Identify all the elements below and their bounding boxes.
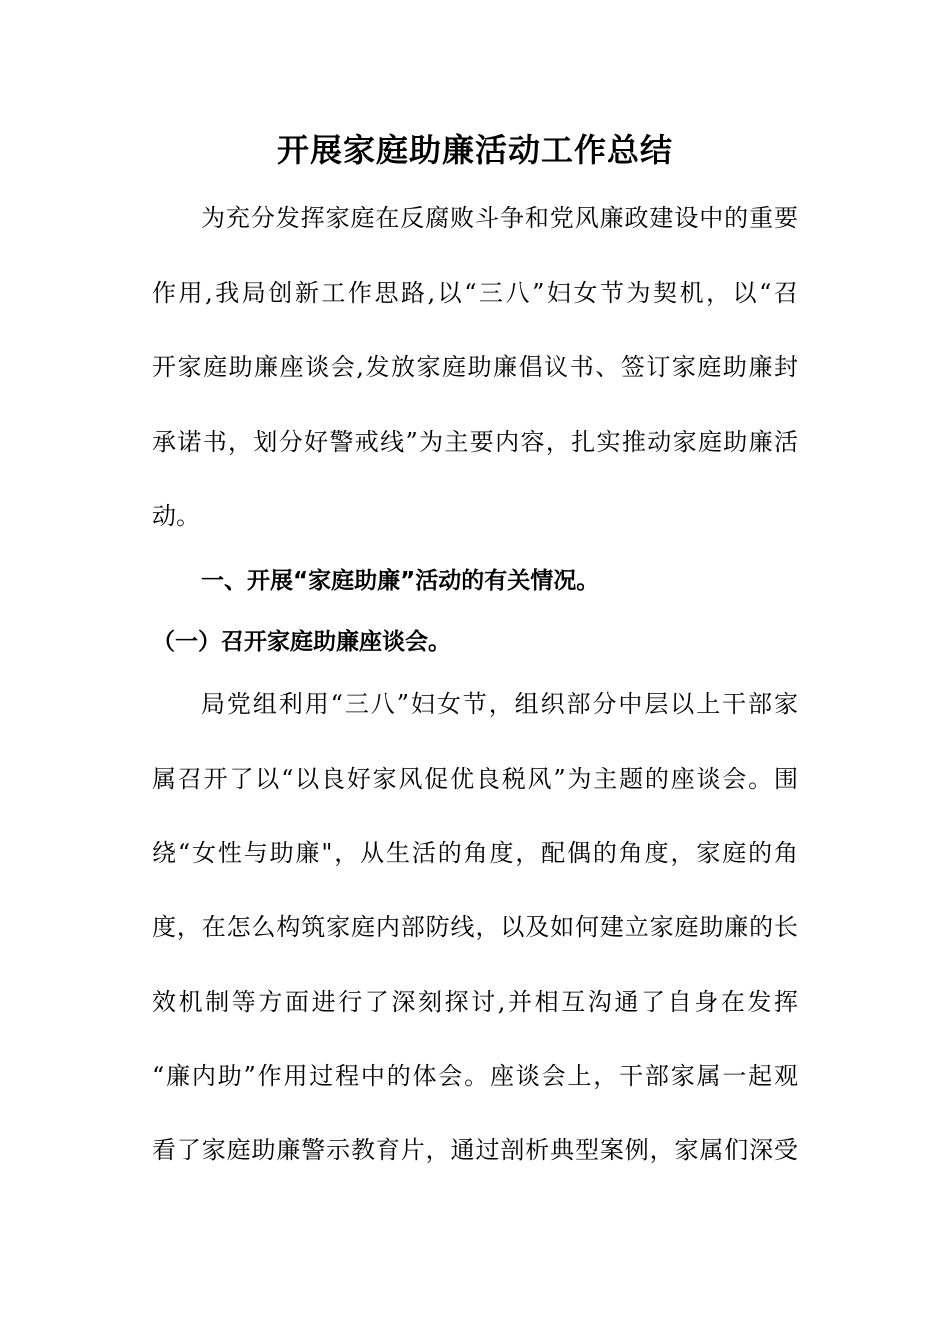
paragraph-2-line-1: 局党组利用“三八”妇女节，组织部分中层以上干部家 — [201, 690, 798, 718]
paragraph-1-line-5: 动。 — [152, 502, 200, 530]
paragraph-1-line-3: 开家庭助廉座谈会,发放家庭助廉倡议书、签订家庭助廉封 — [152, 353, 798, 381]
paragraph-2-line-6: “廉内助”作用过程中的体会。座谈会上，干部家属一起观 — [152, 1062, 798, 1090]
document-title: 开展家庭助廉活动工作总结 — [276, 131, 673, 169]
paragraph-1-line-2: 作用,我局创新工作思路,以“三八”妇女节为契机，以“召 — [152, 279, 798, 307]
paragraph-2-line-7: 看了家庭助廉警示教育片，通过剖析典型案例，家属们深受 — [152, 1136, 798, 1164]
subsection-1-heading: （一）召开家庭助廉座谈会。 — [152, 629, 451, 655]
section-1-heading: 一、开展“家庭助廉”活动的有关情况。 — [201, 568, 600, 594]
paragraph-2-line-2: 属召开了以“以良好家风促优良税风”为主题的座谈会。围 — [152, 765, 798, 793]
paragraph-1-line-4: 承诺书，划分好警戒线”为主要内容，扎实推动家庭助廉活 — [152, 428, 798, 456]
paragraph-1-line-1: 为充分发挥家庭在反腐败斗争和党风廉政建设中的重要 — [201, 204, 798, 232]
paragraph-2-line-4: 度，在怎么构筑家庭内部防线，以及如何建立家庭助廉的长 — [152, 913, 798, 941]
paragraph-2-line-3: 绕“女性与助廉"，从生活的角度，配偶的角度，家庭的角 — [152, 839, 798, 867]
paragraph-2-line-5: 效机制等方面进行了深刻探讨,并相互沟通了自身在发挥 — [152, 988, 798, 1016]
